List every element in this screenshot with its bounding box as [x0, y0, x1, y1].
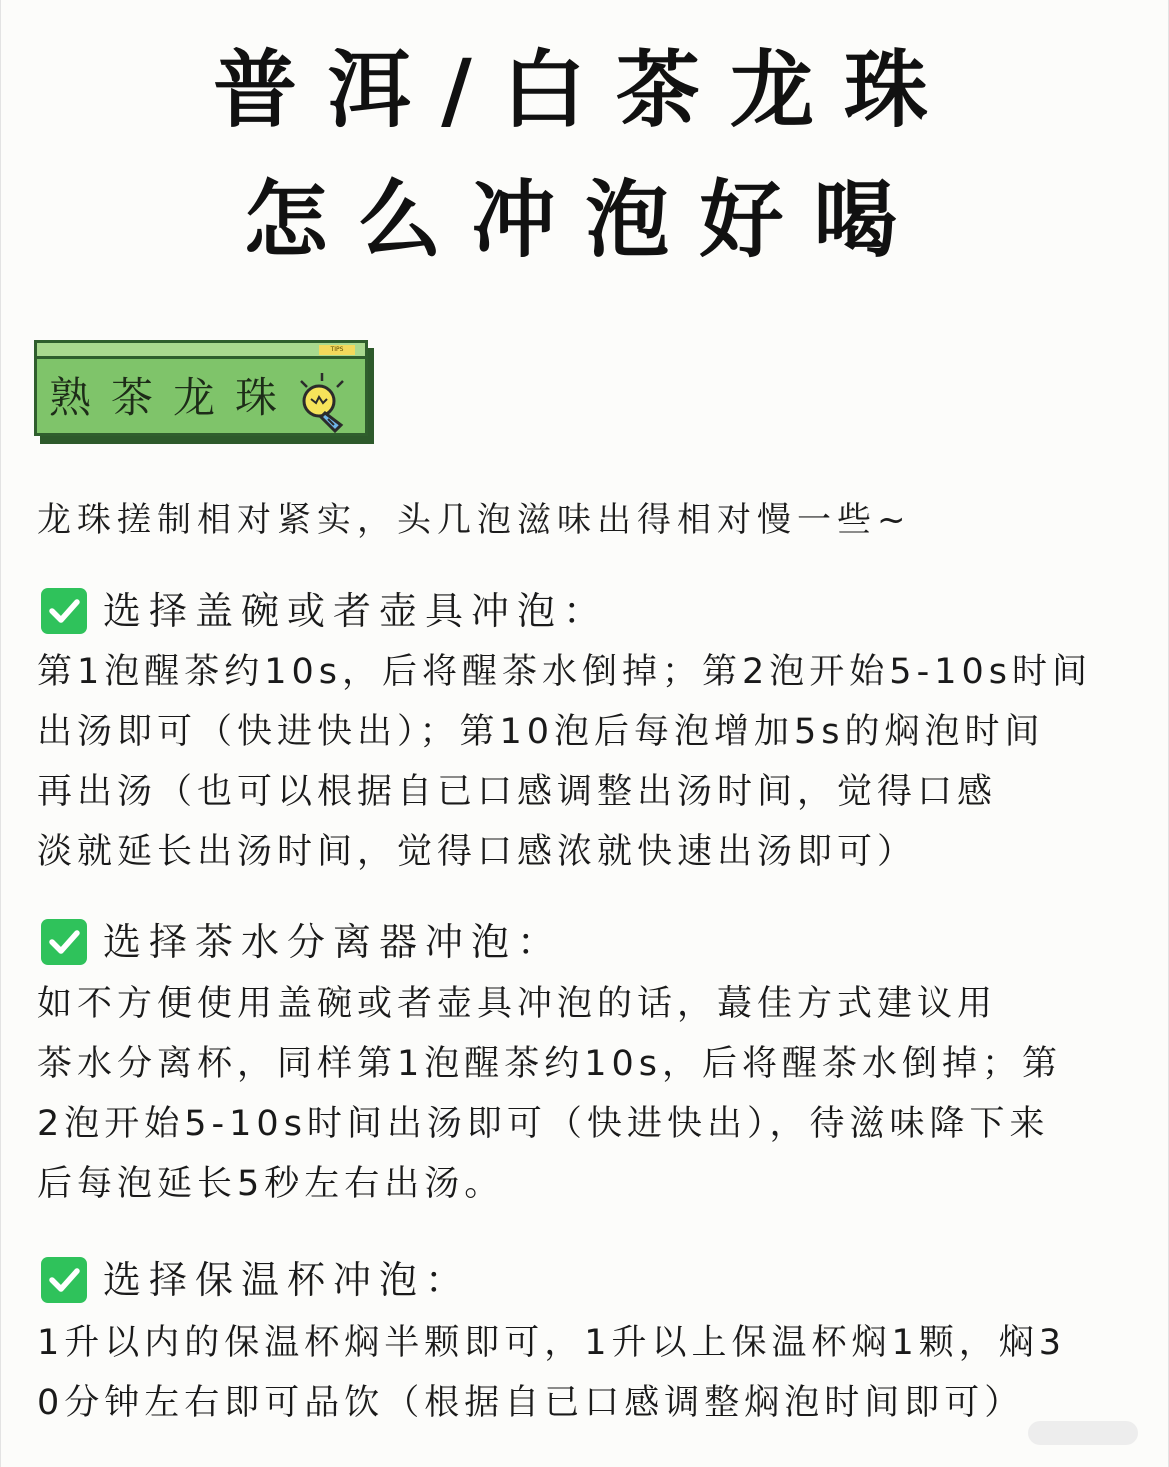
page-title-line2: 怎么冲泡好喝 [243, 170, 928, 269]
tag-topbar [37, 343, 365, 359]
section-1-heading [41, 587, 609, 635]
section-2-heading [41, 918, 563, 966]
tag-label: 熟茶龙珠 [49, 373, 298, 422]
section-3-line: 0分钟左右即可品饮（根据自已口感调整焖泡时间即可） [37, 1383, 1025, 1423]
section-tag [34, 340, 374, 444]
section-1-body [37, 642, 1147, 882]
intro-text: 龙珠搓制相对紧实，头几泡滋味出得相对慢一些~ [37, 500, 912, 540]
section-2-line: 如不方便使用盖碗或者壶具冲泡的话，蕞佳方式建议用 [37, 984, 998, 1024]
tag-body [34, 340, 368, 436]
section-1-line: 第1泡醒茶约10s，后将醒茶水倒掉；第2泡开始5-10s时间 [37, 652, 1092, 692]
lightbulb-icon [295, 373, 349, 433]
check-icon [41, 1257, 87, 1303]
section-1-title: 选择盖碗或者壶具冲泡： [103, 589, 610, 633]
tag-tips: TIPS [319, 345, 355, 355]
section-1-line: 出汤即可（快进快出）；第10泡后每泡增加5s的焖泡时间 [37, 712, 1045, 752]
section-3-title: 选择保温杯冲泡： [103, 1258, 472, 1302]
section-1-line: 淡就延长出汤时间，觉得口感浓就快速出汤即可） [37, 832, 918, 872]
section-3-body [37, 1313, 1147, 1433]
section-2-title: 选择茶水分离器冲泡： [103, 920, 564, 964]
section-2-line: 后每泡延长5秒左右出汤。 [37, 1164, 505, 1204]
page-title-line1: 普洱/白茶龙珠 [213, 40, 958, 139]
check-icon [41, 919, 87, 965]
section-1-line: 再出汤（也可以根据自已口感调整出汤时间，觉得口感 [37, 772, 998, 812]
section-3-heading [41, 1256, 471, 1304]
watermark-overlay [1028, 1421, 1138, 1445]
section-2-line: 2泡开始5-10s时间出汤即可（快进快出），待滋味降下来 [37, 1104, 1050, 1144]
check-icon [41, 588, 87, 634]
section-3-line: 1升以内的保温杯焖半颗即可，1升以上保温杯焖1颗，焖3 [37, 1323, 1067, 1363]
section-2-line: 茶水分离杯，同样第1泡醒茶约10s，后将醒茶水倒掉；第 [37, 1044, 1063, 1084]
section-2-body [37, 974, 1147, 1214]
